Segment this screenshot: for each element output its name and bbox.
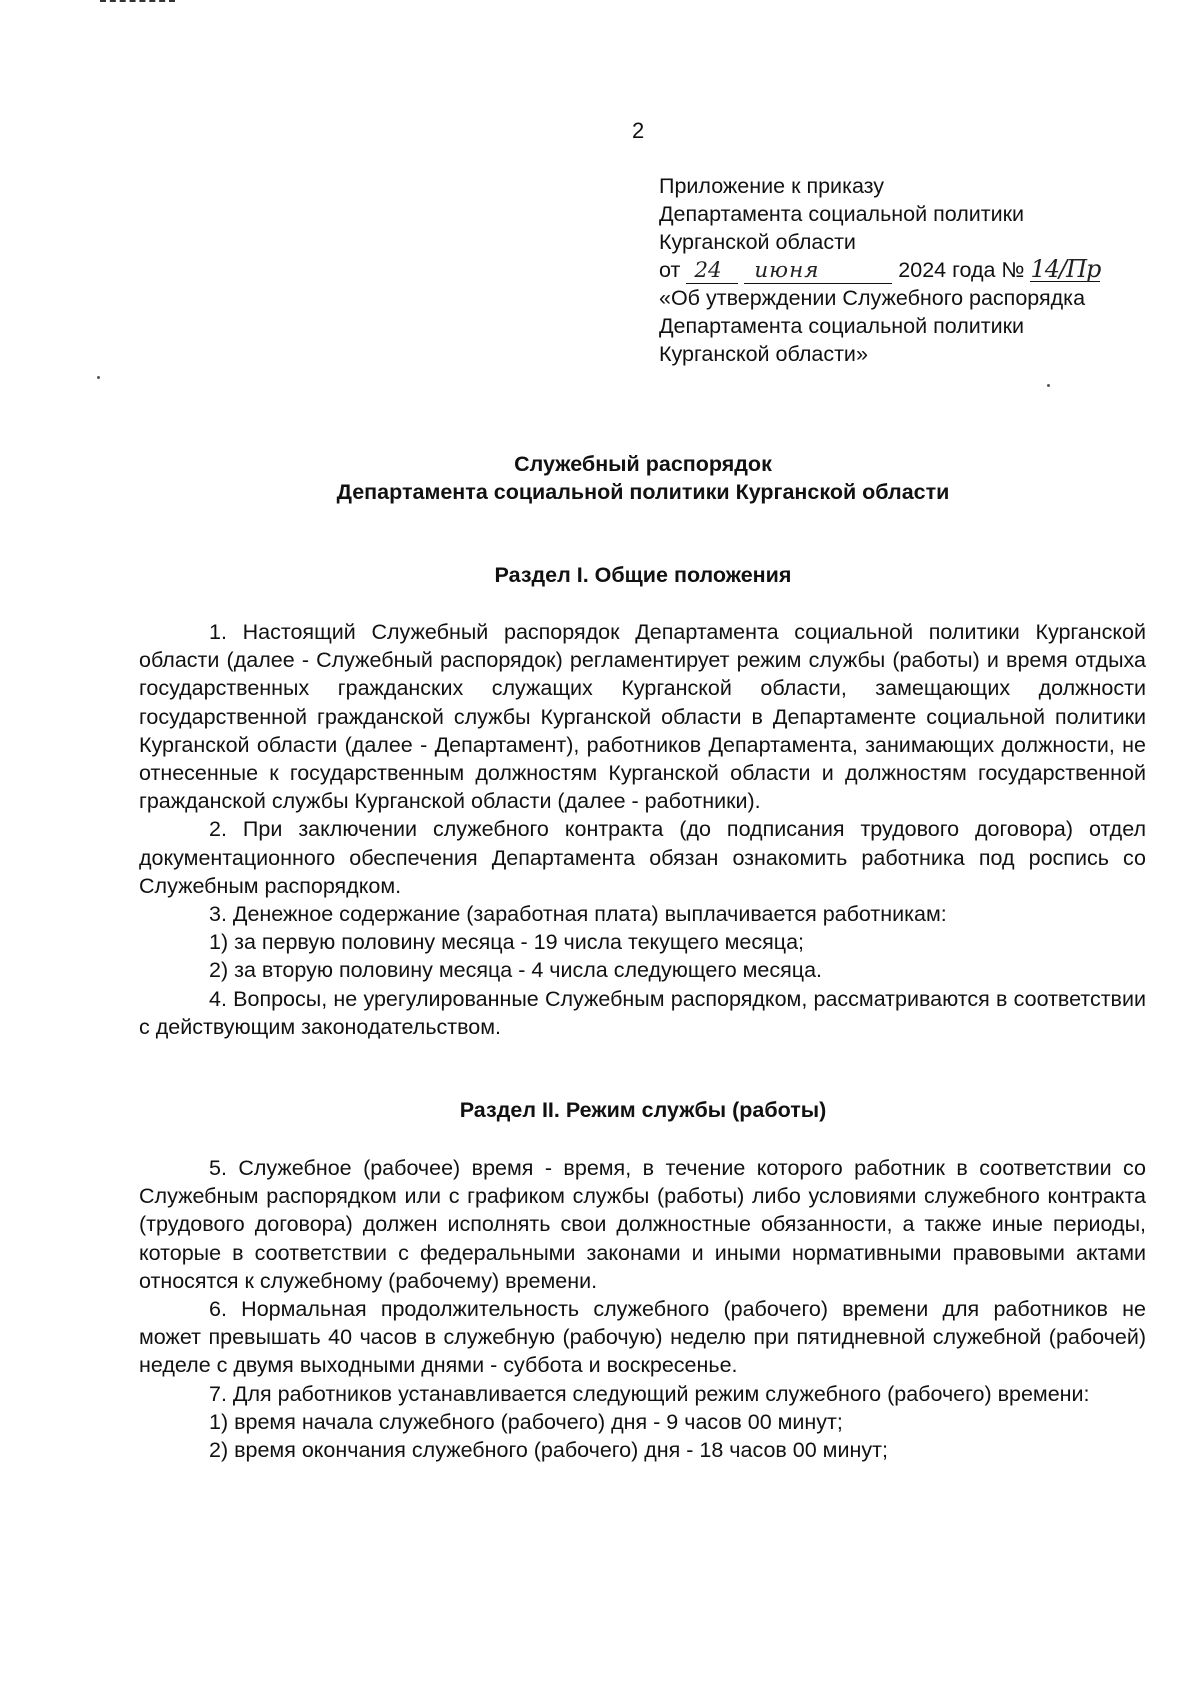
scan-artifact — [100, 0, 175, 6]
appendix-line: Курганской области — [659, 230, 856, 254]
section-1-heading: Раздел I. Общие положения — [494, 563, 792, 587]
section-2-body — [139, 1154, 1146, 1464]
paragraph: 2) за вторую половину месяца - 4 числа следующего месяца. — [209, 958, 823, 983]
appendix-line: Департамента социальной политики — [659, 314, 1025, 338]
paragraph: 2) время окончания служебного (рабочего) дня - 18 часов 00 минут; — [209, 1438, 888, 1463]
appendix-header — [659, 172, 1139, 368]
handwritten-day: 24 — [686, 259, 738, 284]
date-year: 2024 года № — [898, 258, 1025, 282]
section-1-body — [139, 618, 1146, 1041]
handwritten-month: июня — [744, 259, 892, 284]
handwritten-order-number: 14/Пр — [1030, 255, 1101, 283]
paragraph: 5. Служебное (рабочее) время - время, в течение которого работник в соответствии со Служебным распорядком или с графиком службы (работы) либо условиями служебного контракта (трудового договора) должен исполнять свои должностные обязанности, а также иные периоды, которые в соответствии с федеральными законами и иными нормативными правовыми актами относятся к служебному (рабочему) времени. — [139, 1156, 1146, 1293]
paragraph: 7. Для работников устанавливается следующий режим служебного (рабочего) времени: — [209, 1381, 1090, 1406]
document-subtitle: Департамента социальной политики Курганской области — [336, 480, 950, 504]
page-number: 2 — [632, 118, 645, 143]
scan-speck — [97, 376, 100, 379]
section-2-heading: Раздел II. Режим службы (работы) — [459, 1098, 827, 1122]
appendix-line: Курганской области» — [659, 342, 868, 366]
appendix-line: «Об утверждении Служебного распорядка — [659, 286, 1086, 310]
paragraph: 1) за первую половину месяца - 19 числа текущего месяца; — [209, 930, 805, 955]
paragraph: 6. Нормальная продолжительность служебного (рабочего) времени для работников не может превышать 40 часов в служебную (рабочую) неделю при пятидневной служебной (рабочей) неделе с двумя выходными днями - суббота и воскресенье. — [139, 1297, 1146, 1378]
paragraph: 1) время начала служебного (рабочего) дня - 9 часов 00 минут; — [209, 1409, 843, 1434]
scan-speck — [1047, 384, 1050, 387]
document-title: Служебный распорядок — [514, 452, 772, 476]
paragraph: 2. При заключении служебного контракта (до подписания трудового договора) отдел документационного обеспечения Департамента обязан ознакомить работника под роспись со Служебным распорядком. — [139, 817, 1146, 898]
appendix-date-line — [659, 256, 1139, 284]
paragraph: 3. Денежное содержание (заработная плата) выплачивается работникам: — [209, 902, 947, 927]
paragraph: 4. Вопросы, не урегулированные Служебным распорядком, рассматриваются в соответствии с действующим законодательством. — [139, 986, 1146, 1039]
appendix-line: Департамента социальной политики — [659, 202, 1025, 226]
appendix-line: Приложение к приказу — [659, 174, 885, 198]
date-prefix: от — [659, 258, 681, 282]
paragraph: 1. Настоящий Служебный распорядок Департамента социальной политики Курганской области (далее - Служебный распорядок) регламентирует режим службы (работы) и время отдыха государственных гражданских служащих Курганской области, замещающих должности государственной гражданской службы Курганской области в Департаменте социальной политики Курганской области (далее - Департамент), работников Департамента, занимающих должности, не отнесенные к государственным должностям Курганской области и должностям государственной гражданской службы Курганской области (далее - работники). — [139, 620, 1146, 814]
